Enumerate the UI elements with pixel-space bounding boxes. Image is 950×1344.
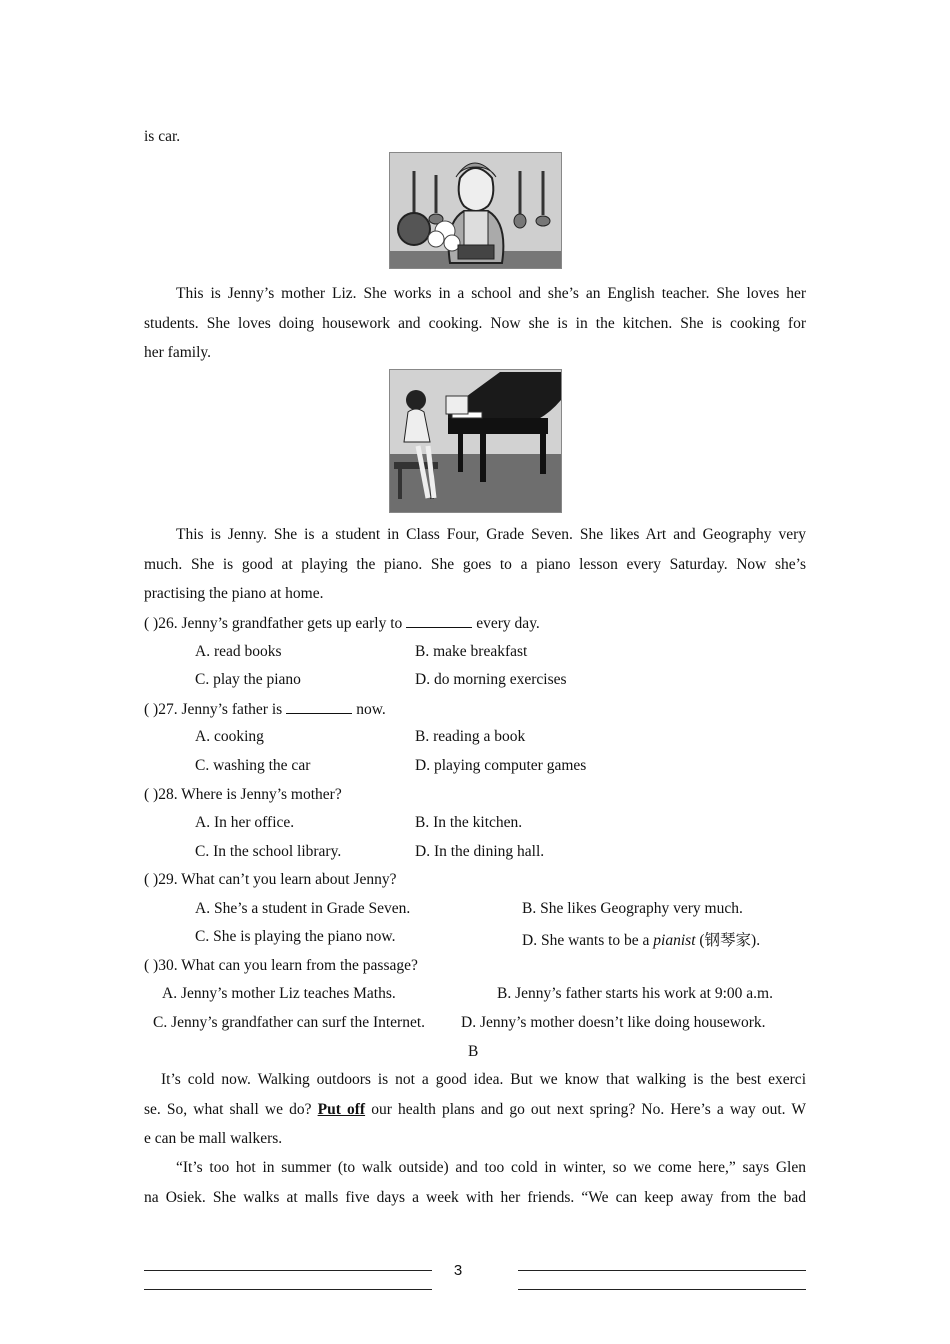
paragraph-text: our health plans and go out next spring? No. Here’s a way out. W (371, 1101, 807, 1118)
paragraph-b1-line: e can be mall walkers. (144, 1130, 283, 1147)
option-d: D. do morning exercises (415, 671, 567, 688)
paragraph-mother-line: her family. (144, 344, 211, 361)
paragraph-b2-line: na Osiek. She walks at malls five days a week with her friends. “We can keep away from the bad (144, 1189, 806, 1206)
option-b: B. She likes Geography very much. (522, 900, 743, 917)
question-text: ( )27. Jenny’s father is (144, 701, 283, 718)
option-b: B. In the kitchen. (415, 814, 523, 831)
paragraph-jenny-line: practising the piano at home. (144, 585, 324, 602)
answer-blank (406, 614, 472, 628)
paragraph-b1-line (144, 1101, 806, 1119)
footer-rule (518, 1270, 806, 1271)
option-c: C. She is playing the piano now. (195, 928, 396, 945)
option-b: B. make breakfast (415, 643, 528, 660)
option-a: A. cooking (195, 728, 264, 745)
footer-rule (144, 1289, 432, 1290)
option-text: (钢琴家). (699, 932, 761, 949)
option-c: C. In the school library. (195, 843, 342, 860)
footer-rule (144, 1270, 432, 1271)
jenny-piano-illustration (389, 369, 562, 513)
question-text: every day. (476, 615, 540, 632)
question-26 (144, 614, 806, 633)
option-d: D. In the dining hall. (415, 843, 545, 860)
question-29: ( )29. What can’t you learn about Jenny? (144, 871, 397, 888)
option-a: A. Jenny’s mother Liz teaches Maths. (162, 985, 396, 1002)
paragraph-b1-line: It’s cold now. Walking outdoors is not a good idea. But we know that walking is the best exerci (161, 1071, 806, 1088)
question-text: now. (356, 701, 386, 718)
question-28: ( )28. Where is Jenny’s mother? (144, 786, 342, 803)
option-c: C. play the piano (195, 671, 301, 688)
paragraph-jenny-line: This is Jenny. She is a student in Class Four, Grade Seven. She likes Art and Geography very (176, 526, 806, 543)
paragraph-jenny-line: much. She is good at playing the piano. She goes to a piano lesson every Saturday. Now she’s (144, 556, 806, 573)
option-italic-word: pianist (653, 932, 696, 949)
question-30: ( )30. What can you learn from the passage? (144, 957, 418, 974)
paragraph-mother-line: This is Jenny’s mother Liz. She works in a school and she’s an English teacher. She loves her (176, 285, 806, 302)
option-d: D. playing computer games (415, 757, 587, 774)
page-number: 3 (453, 1262, 463, 1279)
text-fragment: is car. (144, 128, 181, 145)
option-a: A. She’s a student in Grade Seven. (195, 900, 411, 917)
option-b: B. Jenny’s father starts his work at 9:00 a.m. (497, 985, 773, 1002)
option-d (522, 928, 760, 950)
answer-blank (286, 700, 352, 714)
option-text: D. She wants to be a (522, 932, 650, 949)
paragraph-b2-line: “It’s too hot in summer (to walk outside) and too cold in winter, so we come here,” says Glen (176, 1159, 806, 1176)
section-heading: B (468, 1043, 479, 1060)
mother-cooking-illustration (389, 152, 562, 269)
paragraph-mother-line: students. She loves doing housework and cooking. Now she is in the kitchen. She is cooking for (144, 315, 806, 332)
option-a: A. read books (195, 643, 282, 660)
option-a: A. In her office. (195, 814, 295, 831)
option-d: D. Jenny’s mother doesn’t like doing housework. (461, 1014, 766, 1031)
question-27 (144, 700, 806, 719)
footer-rule (518, 1289, 806, 1290)
paragraph-text: se. So, what shall we do? (144, 1101, 312, 1118)
underlined-phrase: Put off (317, 1101, 366, 1118)
option-c: C. washing the car (195, 757, 311, 774)
option-c: C. Jenny’s grandfather can surf the Internet. (153, 1014, 426, 1031)
option-b: B. reading a book (415, 728, 526, 745)
question-text: ( )26. Jenny’s grandfather gets up early to (144, 615, 403, 632)
